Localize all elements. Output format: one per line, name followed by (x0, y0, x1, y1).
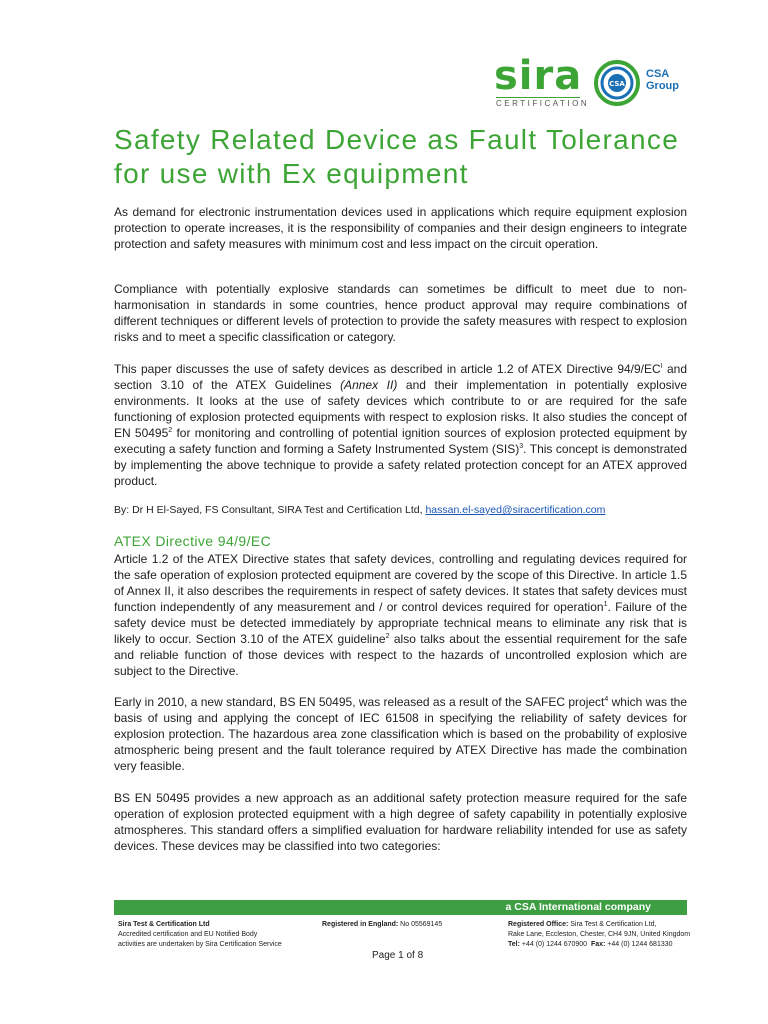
intro-paragraph-1: As demand for electronic instrumentation devices used in applications which require equipment explosion protection to operate increases, it is the responsibility of companies and their design engineers to integrate protection and safety measures with minimum cost and less impact on the circuit operation. (114, 205, 687, 251)
footer-reg-value: No 05569145 (398, 921, 443, 928)
sira-csa-logo (494, 53, 690, 110)
section-paragraph-2: Early in 2010, a new standard, BS EN 50495, was released as a result of the SAFEC project$^4$ which was the basis of using and applying the concept of IEC 61508 in specifying the reliability of safety devices for explosion protection. The hazardous area zone classification which is based on the probability of explosive atmospheric being present and the fault tolerance required by ATEX Directive has made the combination very feasible. (114, 695, 688, 773)
byline-text: By: Dr H El-Sayed, FS Consultant, SIRA Test and Certification Ltd, (114, 504, 426, 516)
section-heading: ATEX Directive 94/9/EC (114, 533, 272, 549)
footer-office-value: Sira Test & Certification Ltd, (568, 921, 657, 928)
footer-registration (322, 920, 442, 930)
footer-bar (114, 900, 687, 915)
csa-seal-icon (594, 60, 640, 106)
csa-label: CSA (646, 68, 670, 80)
footer-office-address: Rake Lane, Eccleston, Chester, CH4 9JN, United Kingdom (508, 931, 691, 938)
csa-group-label (646, 68, 679, 92)
footer-accreditation: Accredited certification and EU Notified Body (118, 931, 258, 938)
footer-company-info (118, 920, 282, 950)
footer-office (508, 920, 690, 950)
certification-subtitle: CERTIFICATION (496, 99, 590, 108)
footer-fax-label: Fax: (590, 941, 606, 948)
section-paragraph-1: Article 1.2 of the ATEX Directive states that safety devices, controlling and regulating devices required for the safe operation of explosion protected equipment are covered by the scope of this Directive. In article 1.5 of Annex II, it also describes the requirements in respect of safety devices. It states that safety devices must function independently of any measurement and / or control devices required for operation$^1$. Failure of the safety device must be detected immediately by appropriate technical means to eliminate any risk that is likely to occur. Section 3.10 of the ATEX guideline$^2$ also talks about the essential requirement for the safe and reliable function of those devices with respect to the hazards of uncontrolled explosion which are subject to the Directive. (114, 552, 687, 678)
footer-fax: +44 (0) 1244 681330 (605, 941, 673, 948)
svg-text:CSA: CSA (609, 80, 625, 88)
footer-reg-label: Registered in England: (322, 921, 399, 928)
footer-tel: +44 (0) 1244 670900 (519, 941, 588, 948)
footer-bar-text: a CSA International company (505, 901, 651, 913)
footer-tel-label: Tel: (508, 941, 520, 948)
group-label: Group (646, 80, 679, 92)
footer-office-label: Registered Office: (508, 921, 569, 928)
section-paragraph-3: BS EN 50495 provides a new approach as an additional safety protection measure required for the safe operation of explosion protected equipment with a high degree of safety capability in potentially explosive atmospheres. This standard offers a simplified evaluation for hardware reliability intended for use as safety devices. These devices may be classified into two categories: (114, 791, 687, 853)
page-title: Safety Related Device as Fault Tolerance for use with Ex equipment (114, 124, 680, 189)
author-byline (114, 503, 687, 517)
sira-wordmark: sira (494, 53, 583, 99)
intro-paragraph-3: This paper discusses the use of safety devices as described in article 1.2 of ATEX Directive $94/9/EC^I$ and section 3.10 of the ATEX Guidelines (Annex II) and their implementation in potentially explosive environments. It looks at the use of safety devices which contribute to or are required for the safe functioning of explosion protected equipments with respect to explosion risks. It also studies the concept of EN 50495$^2$ for monitoring and controlling of potential ignition sources of explosion protected equipment by executing a safety function and forming a Safety Instrumented System (SIS)$^3$. This concept is demonstrated by implementing the above technique to provide a safety related protection concept for an ATEX approved product. (114, 362, 688, 488)
page-number: Page 1 of 8 (372, 950, 424, 961)
intro-paragraph-2: Compliance with potentially explosive standards can sometimes be difficult to meet due to non-harmonisation in standards in some countries, hence product approval may require combinations of different techniques or different levels of protection to provide the safety measures with respect to explosion risks and to meet a specific classification or category. (114, 282, 687, 344)
footer-company-name: Sira Test & Certification Ltd (118, 921, 210, 928)
author-email-link[interactable]: hassan.el-sayed@siracertification.com (425, 504, 606, 516)
footer-activities: activities are undertaken by Sira Certification Service (118, 941, 282, 948)
